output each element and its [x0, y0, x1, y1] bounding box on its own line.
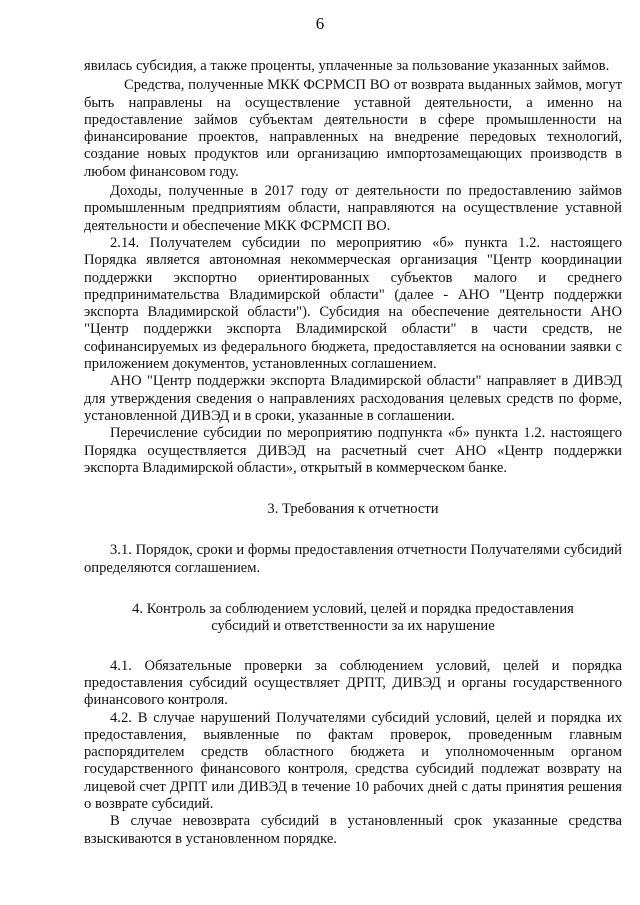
paragraph-subsidy-interest: явилась субсидия, а также проценты, уплаченные за пользование указанных займов.	[84, 58, 610, 74]
page-number: 6	[315, 14, 325, 33]
paragraph-loan-returns: Средства, полученные МКК ФСРМСП ВО от возврата выданных займов, могут быть направлены на осуществление уставной деятельности, а именно на предоставление займов субъектам деятельности в сфере промышленности на финансирование проектов, направленных на внедрение передовых технологий, создание новых продуктов или организацию импортозамещающих производств в любом финансовом году.	[84, 77, 622, 180]
paragraph-4-1: 4.1. Обязательные проверки за соблюдением условий, целей и порядка предоставления субсидий осуществляет ДРПТ, ДИВЭД и органы государственного финансового контроля.	[84, 657, 622, 709]
paragraph-3-1: 3.1. Порядок, сроки и формы предоставления отчетности Получателями субсидий определяются соглашением.	[84, 542, 622, 576]
paragraph-2017-income: Доходы, полученные в 2017 году от деятельности по предоставлению займов промышленным предприятиям области, направляются на осуществление уставной деятельности и обеспечение МКК ФСРМСП ВО.	[84, 183, 622, 234]
paragraph-2-14: 2.14. Получателем субсидии по мероприятию «б» пункта 1.2. настоящего Порядка является автономная некоммерческая организация "Центр координации поддержки экспортно ориентированных субъектов малого и среднего предпринимательства Владимирской области" (далее - АНО "Центр поддержки экспорта Владимирской области"). Субсидия на обеспечение деятельности АНО "Центр поддержки экспорта Владимирской области" в части средств, не софинансируемых из федерального бюджета, предоставляется на основании заявки с приложением документов, установленных соглашением.	[84, 234, 622, 373]
paragraph-transfer: Перечисление субсидии по мероприятию подпункта «б» пункта 1.2. настоящего Порядка осуществляется ДИВЭД на расчетный счет АНО «Центр поддержки экспорта Владимирской области», открытый в коммерческом банке.	[84, 425, 622, 476]
document-body	[84, 58, 622, 848]
section-4-heading: 4. Контроль за соблюдением условий, целей и порядка предоставления субсидий и ответственности за их нарушение	[132, 601, 574, 635]
paragraph-4-2: 4.2. В случае нарушений Получателями субсидий условий, целей и порядка их предоставления, выявленные по фактам проверок, проведенным главным распорядителем средств областного бюджета и уполномоченным органом государственного финансового контроля, средства субсидий подлежат возврату на лицевой счет ДРПТ или ДИВЭД в течение 10 рабочих дней с даты принятия решения о возврате субсидий.	[84, 709, 622, 812]
paragraph-ano-directions: АНО "Центр поддержки экспорта Владимирской области" направляет в ДИВЭД для утверждения сведения о направлениях расходования целевых средств по форме, установленной ДИВЭД и в сроки, указанные в соглашении.	[84, 373, 622, 424]
paragraph-non-return: В случае невозврата субсидий в установленный срок указанные средства взыскиваются в установленном порядке.	[84, 813, 622, 847]
section-3-heading: 3. Требования к отчетности	[267, 501, 439, 518]
